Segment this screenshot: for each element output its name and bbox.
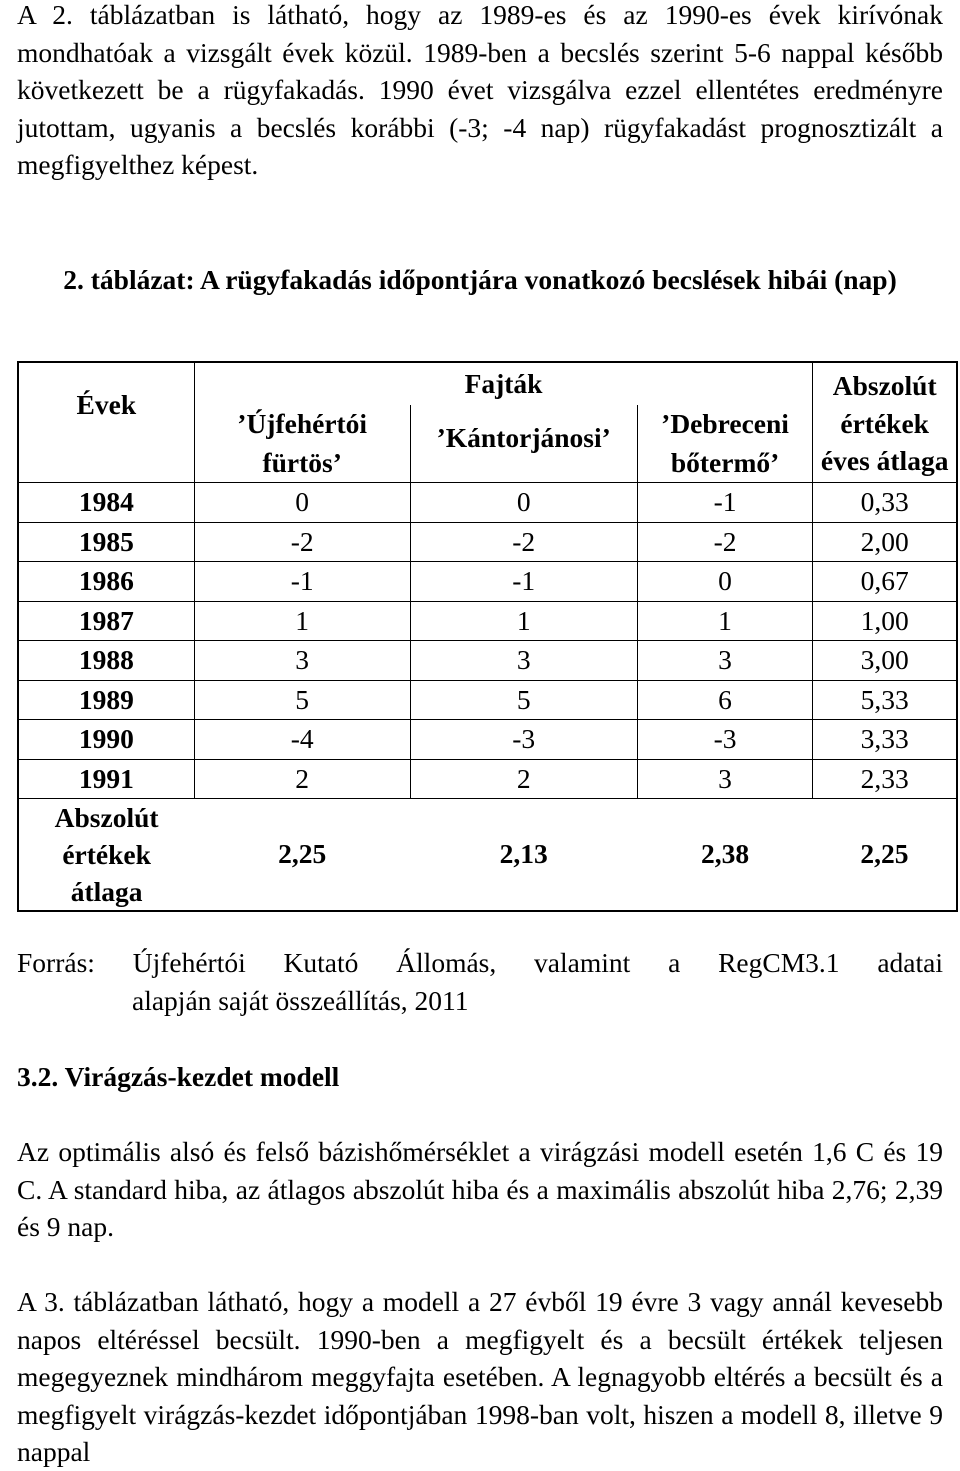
cell-variety-1: -2: [194, 522, 410, 562]
cell-variety-2: 1: [410, 601, 637, 641]
cell-abs-avg: 3,33: [813, 720, 957, 760]
header-variety-3: ’Debreceni bőtermő’: [637, 405, 813, 483]
cell-variety-3: -3: [637, 720, 813, 760]
table-row: [18, 522, 957, 562]
cell-abs-avg: 2,33: [813, 759, 957, 799]
table-row: [18, 759, 957, 799]
table-row: [18, 483, 957, 523]
table-row: [18, 601, 957, 641]
cell-abs-avg: 0,67: [813, 562, 957, 602]
cell-variety-3: 1: [637, 601, 813, 641]
cell-variety-1: 5: [194, 680, 410, 720]
cell-variety-3: -2: [637, 522, 813, 562]
cell-year: 1990: [78, 723, 134, 754]
table-source-note: [17, 944, 943, 1019]
cell-abs-avg: 1,00: [813, 601, 957, 641]
paragraph-baseline-temperatures: Az optimális alsó és felső bázishőmérséklet a virágzási modell esetén 1,6 C és 19 C. A standard hiba, az átlagos abszolút hiba és a maximális abszolút hiba 2,76; 2,39 és 9 nap.: [17, 1136, 943, 1242]
header-variety-1: ’Újfehértói fürtös’: [194, 405, 410, 483]
cell-variety-1: 1: [194, 601, 410, 641]
intro-paragraph: A 2. táblázatban is látható, hogy az 1989-es és az 1990-es évek kirívónak mondhatóak a vizsgált évek közül. 1989-ben a becslés szerint 5-6 nappal később következett be a rügyfakadás. 1990 évet vizsgálva ezzel ellentétes eredményre jutottam, ugyanis a becslés korábbi (-3; -4 nap) rügyfakadást prognosztizált a megfigyelthez képest.: [17, 0, 943, 180]
table-row: [18, 680, 957, 720]
cell-year: 1989: [78, 683, 134, 715]
summary-variety-2: 2,13: [499, 838, 548, 870]
cell-variety-3: -1: [637, 483, 813, 523]
cell-variety-3: 6: [637, 680, 813, 720]
cell-year: 1991: [78, 762, 134, 794]
cell-variety-2: 0: [410, 483, 637, 523]
bud-burst-error-table: [17, 361, 958, 912]
cell-year: 1984: [78, 486, 134, 517]
cell-year: 1987: [78, 604, 134, 636]
cell-variety-1: -4: [194, 720, 410, 760]
header-years: Évek: [76, 389, 137, 421]
cell-year: 1986: [78, 565, 134, 596]
paragraph-table-3: A 3. táblázatban látható, hogy a modell a 27 évből 19 évre 3 vagy annál kevesebb napos eltéréssel becsült. 1990-ben a megfigyelt és a becsült értékek teljesen megegyeznek mindhárom meggyfajta esetében. A legnagyobb eltérés a becsült és a megfigyelt virágzás-kezdet időpontjában 1998-ban volt, hiszen a modell 8, illetve 9 nappal: [17, 1286, 943, 1467]
cell-variety-2: -1: [410, 562, 637, 602]
cell-variety-3: 3: [637, 759, 813, 799]
table-row: [18, 562, 957, 602]
header-abs-yearly-avg: Abszolút értékek éves átlaga: [813, 362, 957, 483]
table-caption: 2. táblázat: A rügyfakadás időpontjára vonatkozó becslések hibái (nap): [63, 264, 897, 295]
cell-abs-avg: 0,33: [813, 483, 957, 523]
table-header-row: [18, 362, 957, 405]
table-row: [18, 720, 957, 760]
cell-variety-2: 3: [410, 641, 637, 681]
cell-variety-2: 5: [410, 680, 637, 720]
table-row: [18, 641, 957, 681]
cell-variety-3: 0: [637, 562, 813, 602]
header-variety-2: ’Kántorjánosi’: [410, 405, 637, 483]
cell-variety-1: -1: [194, 562, 410, 602]
cell-year: 1988: [78, 644, 134, 675]
section-heading: 3.2. Virágzás-kezdet modell: [17, 1061, 340, 1092]
source-line-1: Forrás: Újfehértói Kutató Állomás, valamint a RegCM3.1 adatai: [17, 947, 943, 978]
summary-variety-3: 2,38: [700, 838, 750, 870]
cell-variety-2: -3: [410, 720, 637, 760]
cell-variety-2: 2: [410, 759, 637, 799]
cell-variety-3: 3: [637, 641, 813, 681]
summary-label: Abszolút értékek átlaga: [54, 802, 159, 907]
cell-variety-1: 0: [194, 483, 410, 523]
summary-variety-1: 2,25: [278, 838, 327, 870]
cell-variety-1: 2: [194, 759, 410, 799]
cell-variety-1: 3: [194, 641, 410, 681]
summary-abs-avg: 2,25: [860, 838, 909, 870]
header-varieties-group: Fajták: [194, 362, 813, 405]
cell-abs-avg: 2,00: [813, 522, 957, 562]
cell-year: 1985: [78, 525, 134, 557]
source-line-2: alapján saját összeállítás, 2011: [132, 984, 469, 1016]
cell-abs-avg: 5,33: [813, 680, 957, 720]
table-summary-row: [18, 799, 957, 912]
cell-variety-2: -2: [410, 522, 637, 562]
cell-abs-avg: 3,00: [813, 641, 957, 681]
